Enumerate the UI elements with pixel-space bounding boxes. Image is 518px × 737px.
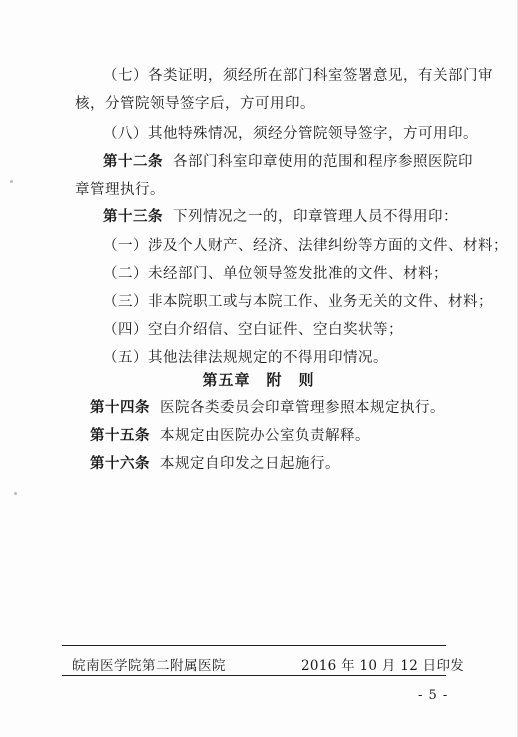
list-item-5: （五）其他法律法规规定的不得用印情况。 [103, 350, 388, 366]
clause-7-line-2: 核，分管院领导签字后，方可用印。 [75, 96, 315, 112]
article-12-line-1 [103, 152, 473, 172]
article-14-text: 医院各类委员会印章管理参照本规定执行。 [160, 400, 445, 416]
article-16 [90, 454, 457, 474]
article-12-line-2: 章管理执行。 [75, 182, 165, 198]
clause-7-line-1: （七）各类证明，须经所在部门科室签署意见，有关部门审 [103, 68, 493, 84]
footer-bottom-rule [62, 675, 446, 676]
article-13-text: 下列情况之一的，印章管理人员不得用印： [173, 209, 458, 225]
article-15-text: 本规定由医院办公室负责解释。 [160, 428, 370, 444]
footer-date: 2016 年 10 月 12 日印发 [301, 658, 465, 674]
list-item-4: （四）空白介绍信、空白证件、空白奖状等； [103, 322, 403, 338]
page-number: - 5 - [418, 688, 449, 703]
clause-8: （八）其他特殊情况，须经分管院领导签字，方可用印。 [103, 126, 478, 142]
scan-speck [10, 180, 13, 183]
article-16-label: 第十六条 [90, 456, 150, 472]
article-15-label: 第十五条 [90, 428, 150, 444]
article-12-text: 各部门科室印章使用的范围和程序参照医院印 [173, 154, 473, 170]
article-14 [90, 398, 457, 418]
footer-top-rule [62, 645, 446, 646]
article-13-label: 第十三条 [103, 209, 163, 225]
list-item-3: （三）非本院职工或与本院工作、业务无关的文件、材料； [103, 294, 493, 310]
article-13 [103, 207, 457, 227]
article-15 [90, 426, 457, 446]
chapter-heading: 第五章 附 则 [202, 371, 315, 389]
article-14-label: 第十四条 [90, 400, 150, 416]
article-12-label: 第十二条 [103, 154, 163, 170]
list-item-2: （二）未经部门、单位领导签发批准的文件、材料； [103, 266, 448, 282]
article-16-text: 本规定自印发之日起施行。 [160, 456, 340, 472]
footer-issuer: 皖南医学院第二附属医院 [72, 658, 226, 674]
scan-speck [14, 492, 17, 495]
list-item-1: （一）涉及个人财产、经济、法律纠纷等方面的文件、材料； [103, 238, 508, 254]
